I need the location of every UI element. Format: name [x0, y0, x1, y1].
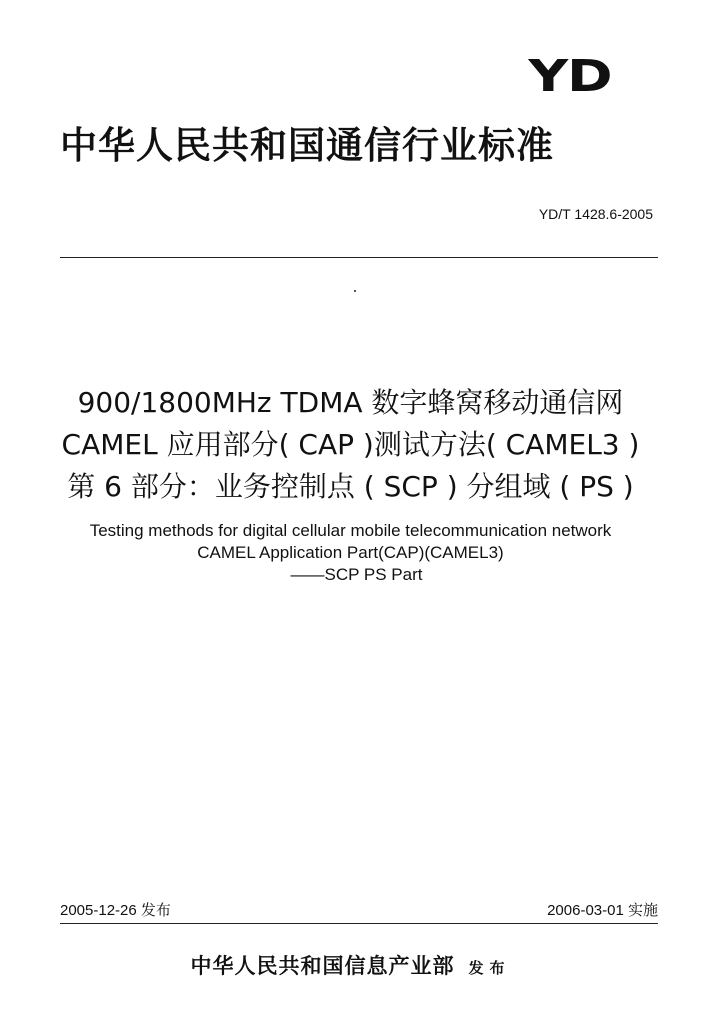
- english-title-line-1: Testing methods for digital cellular mobile telecommunication network: [89, 521, 612, 540]
- yd-logo: YD: [528, 51, 611, 102]
- chinese-title-line-1: 900/1800MHz TDMA 数字蜂窝移动通信网: [77, 386, 624, 419]
- top-divider: [60, 257, 658, 258]
- standard-number: YD/T 1428.6-2005: [538, 206, 653, 222]
- issuing-authority: [0, 950, 701, 980]
- bottom-divider: [60, 923, 658, 924]
- english-title-block: [0, 520, 701, 586]
- issuer-name: 中华人民共和国信息产业部: [190, 953, 455, 978]
- issue-date: 2005-12-26 发布: [60, 902, 171, 919]
- issuer-suffix: 发布: [468, 959, 511, 977]
- standard-category-title: 中华人民共和国通信行业标准: [60, 124, 554, 167]
- english-title-line-2: CAMEL Application Part(CAP)(CAMEL3): [197, 543, 504, 562]
- chinese-title-block: [0, 382, 701, 508]
- english-title-line-3: ——SCP PS Part: [290, 565, 423, 584]
- chinese-title-line-2: CAMEL 应用部分( CAP )测试方法( CAMEL3 ): [61, 428, 640, 461]
- implementation-date: 2006-03-01 实施: [547, 902, 658, 919]
- chinese-title-line-3: 第 6 部分：业务控制点 ( SCP ) 分组域 ( PS ): [67, 470, 634, 503]
- scan-speck: [354, 290, 356, 292]
